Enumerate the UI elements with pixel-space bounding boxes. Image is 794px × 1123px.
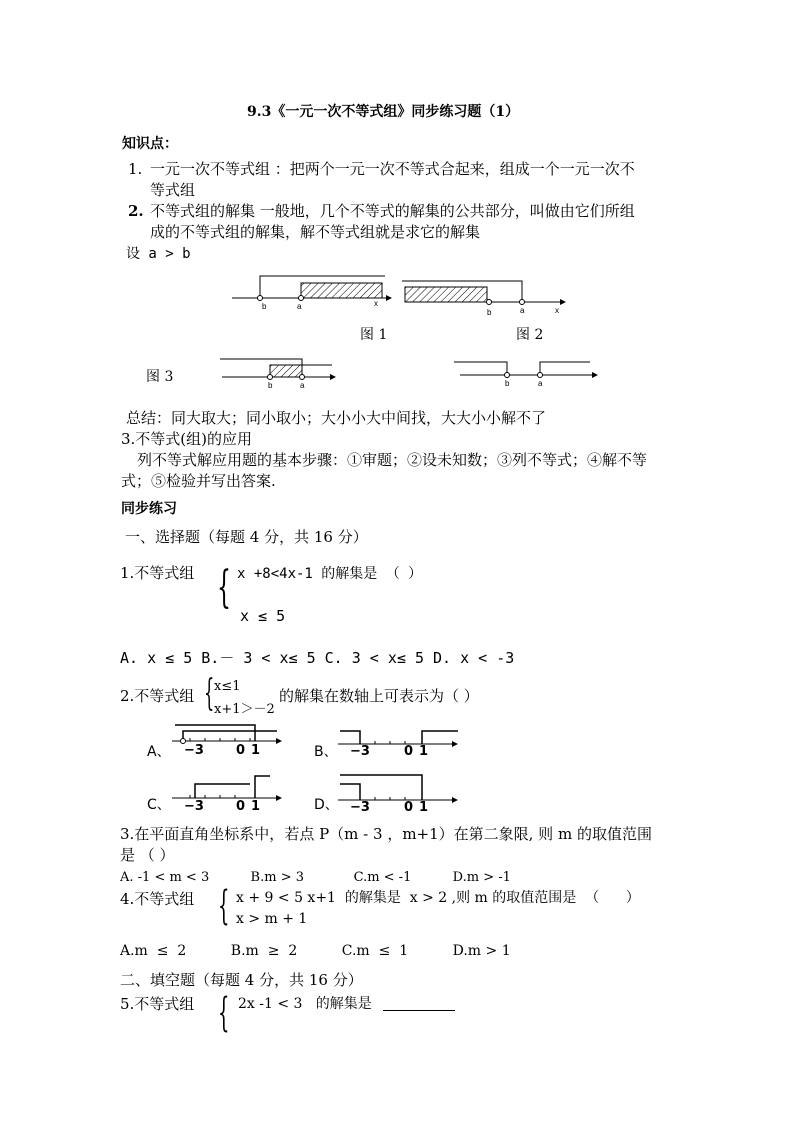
q2-c-tick-1: 1	[251, 799, 261, 814]
kp1-line2: 等式组	[150, 181, 196, 199]
q5-inequality-1: 2x -1 < 3 的解集是	[238, 996, 372, 1012]
q2-option-a-label: A、	[147, 744, 171, 760]
q2-option-c-label: C、	[147, 797, 171, 813]
fig3-caption: 图 3	[146, 369, 174, 385]
steps-line2: 式；⑤检验并写出答案.	[121, 472, 276, 490]
q1-stem: 1.不等式组	[120, 564, 195, 582]
q2-d-tick-1: 1	[419, 800, 429, 815]
q5-answer-blank[interactable]	[383, 1010, 455, 1011]
q1-brace: {	[217, 562, 231, 613]
q3-options: A. -1 < m < 3 B.m > 3 C.m < -1 D.m > -1	[120, 870, 511, 885]
assume-a-gt-b: 设 a > b	[126, 246, 191, 262]
q2-c-tick-0: 0	[236, 799, 246, 814]
kp3-heading: 3.不等式(组)的应用	[121, 430, 253, 448]
q1-options: A. x ≤ 5 B.－ 3 < x≤ 5 C. 3 < x≤ 5 D. x < -3	[120, 649, 515, 667]
practice-heading: 同步练习	[121, 501, 177, 517]
q2-a-tick-1: 1	[251, 743, 261, 758]
q1-inequality-1: x +8<4x-1 的解集是 （ ）	[237, 566, 423, 582]
fig2-label-a: a	[520, 306, 525, 315]
section2-heading: 二、填空题（每题 4 分，共 16 分）	[120, 971, 363, 989]
fig2-label-b: b	[487, 308, 492, 317]
kp2-number: 2.	[128, 202, 144, 220]
fig4-label-a: a	[538, 379, 543, 388]
fig4-label-b: b	[505, 379, 510, 388]
q2-d-tick-0: 0	[404, 800, 414, 815]
q2-stem: 2.不等式组	[120, 687, 195, 705]
q2-option-d-label: D、	[314, 797, 339, 813]
kp1-line1: 一元一次不等式组 ：把两个一元一次不等式合起来，组成一个一元一次不	[150, 160, 635, 178]
fig1-label-x: x	[374, 299, 378, 308]
summary-text: 总结：同大取大；同小取小；大小小大中间找，大大小小解不了	[126, 409, 547, 427]
kp2-line1: 不等式组的解集 一般地，几个不等式的解集的公共部分，叫做由它们所组	[150, 202, 635, 220]
q3-line2: 是 （ ）	[120, 846, 175, 864]
page-title: 9.3《一元一次不等式组》同步练习题（1）	[247, 104, 520, 120]
fig3-label-a: a	[300, 381, 305, 390]
q2-b-tick-0: 0	[404, 744, 414, 759]
fig2-label-x: x	[555, 306, 559, 315]
q4-stem: 4.不等式组	[120, 890, 195, 908]
fig2-caption: 图 2	[516, 327, 544, 343]
q2-b-tick-1: 1	[419, 744, 429, 759]
q3-line1: 3.在平面直角坐标系中，若点 P（m - 3 ，m+1）在第二象限, 则 m 的取值范围	[120, 825, 652, 843]
fig1-caption: 图 1	[360, 327, 388, 343]
q4-inequality-2: x > m + 1	[236, 911, 308, 927]
q2-inequality-1: x≤1	[214, 679, 241, 694]
fig1-label-a: a	[297, 302, 302, 311]
q2-inequality-2: x+1＞－2	[214, 702, 275, 717]
q2-b-tick-m3: −3	[350, 744, 370, 759]
q4-brace: {	[218, 883, 230, 929]
q2-option-c-line	[172, 776, 282, 801]
fig3-label-b: b	[268, 381, 273, 390]
q2-c-tick-m3: −3	[184, 799, 204, 814]
q2-a-tick-m3: −3	[184, 743, 204, 758]
steps-line1: 列不等式解应用题的基本步骤：①审题；②设未知数；③列不等式；④解不等	[137, 451, 648, 469]
q2-a-tick-0: 0	[236, 743, 246, 758]
q2-brace: {	[204, 673, 215, 714]
q4-options: A.m ≤ 2 B.m ≥ 2 C.m ≤ 1 D.m > 1	[120, 943, 511, 959]
q5-stem: 5.不等式组	[120, 995, 195, 1013]
knowledge-heading: 知识点：	[122, 136, 178, 152]
q4-inequality-1: x + 9 < 5 x+1 的解集是 x > 2 ,则 m 的取值范围是 （ ）	[236, 890, 640, 906]
q2-d-tick-m3: −3	[350, 800, 370, 815]
q2-option-d-line	[338, 775, 458, 803]
q5-brace: {	[218, 990, 230, 1036]
kp1-number: 1.	[128, 160, 143, 178]
kp2-line2: 成的不等式组的解集，解不等式组就是求它的解集	[150, 223, 481, 241]
fig1-label-b: b	[262, 302, 267, 311]
q2-option-b-label: B、	[314, 744, 338, 760]
section1-heading: 一、选择题（每题 4 分，共 16 分）	[125, 528, 368, 546]
q2-tail: 的解集在数轴上可表示为（ ）	[279, 687, 479, 705]
q2-option-a-line	[172, 725, 282, 744]
q1-inequality-2: x ≤ 5	[240, 607, 286, 625]
